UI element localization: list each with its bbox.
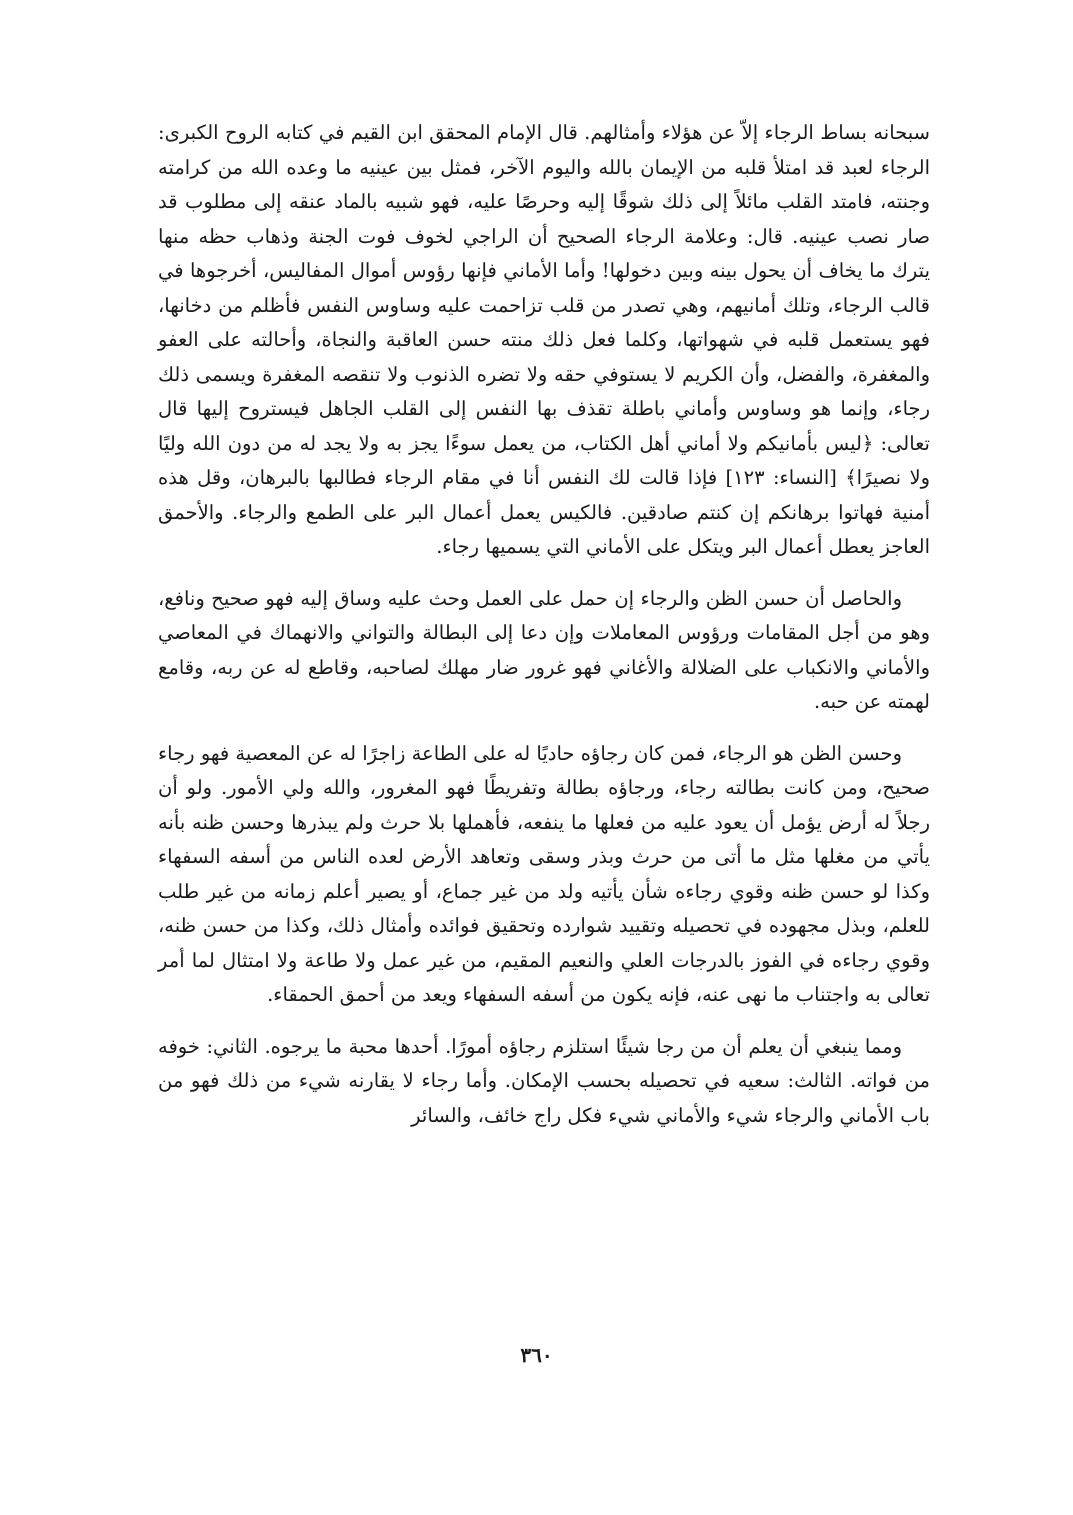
page-body	[158, 116, 930, 1133]
paragraph-4: ومما ينبغي أن يعلم أن من رجا شيئًا استلزم رجاؤه أمورًا. أحدها محبة ما يرجوه. الثاني: خوفه من فواته. الثالث: سعيه في تحصيله بحسب الإمكان. وأما رجاء لا يقارنه شيء من ذلك فهو من باب الأماني والرجاء شيء والأماني شيء فكل راج خائف، والسائر	[158, 1034, 930, 1127]
paragraph-1: سبحانه بساط الرجاء إلاّ عن هؤلاء وأمثالهم. قال الإمام المحقق ابن القيم في كتابه الروح الكبرى: الرجاء لعبد قد امتلأ قلبه من الإيمان بالله واليوم الآخر، فمثل بين عينيه ما وعده الله من كرامته وجنته، فامتد القلب مائلاً إلى ذلك شوقًا إليه وحرصًا عليه، فهو شبيه بالماد عنقه إلى مطلوب قد صار نصب عينيه. قال: وعلامة الرجاء الصحيح أن الراجي لخوف فوت الجنة وذهاب حظه منها يترك ما يخاف أن يحول بينه وبين دخولها! وأما الأماني فإنها رؤوس أموال المفاليس، أخرجوها في قالب الرجاء، وتلك أمانيهم، وهي تصدر من قلب تزاحمت عليه وساوس النفس فأظلم من دخانها، فهو يستعمل قلبه في شهواتها، وكلما فعل ذلك منته حسن العاقبة والنجاة، وأحالته على العفو والمغفرة، والفضل، وأن الكريم لا يستوفي حقه ولا تضره الذنوب ولا تنقصه المغفرة ويسمى ذلك رجاء، وإنما هو وساوس وأماني باطلة تقذف بها النفس إلى القلب الجاهل فيستروح إليها قال تعالى: ﴿ليس بأمانيكم ولا أماني أهل الكتاب، من يعمل سوءًا يجز به ولا يجد له من دون الله وليًا ولا نصيرًا﴾ [النساء: ١٢٣] فإذا قالت لك النفس أنا في مقام الرجاء فطالبها بالبرهان، وقل هذه أمنية فهاتوا برهانكم إن كنتم صادقين. فالكيس يعمل أعمال البر على الطمع والرجاء. والأحمق العاجز يعطل أعمال البر ويتكل على الأماني التي يسميها رجاء.	[158, 121, 930, 558]
paragraph-3: وحسن الظن هو الرجاء، فمن كان رجاؤه حاديًا له على الطاعة زاجرًا له عن المعصية فهو رجاء صحيح، ومن كانت بطالته رجاء، ورجاؤه بطالة وتفريطًا فهو المغرور، والله ولي الأمور. ولو أن رجلاً له أرض يؤمل أن يعود عليه من فعلها ما ينفعه، فأهملها بلا حرث ولم يبذرها وحسن ظنه بأنه يأتي من مغلها مثل ما أتى من حرث وبذر وسقى وتعاهد الأرض لعده الناس من أسفه السفهاء وكذا لو حسن ظنه وقوي رجاءه شأن يأتيه ولد من غير جماع، أو يصير أعلم زمانه من غير طلب للعلم، وبذل مجهوده في تحصيله وتقييد شوارده وتحقيق فوائده وأمثال ذلك، وكذا من حسن ظنه، وقوي رجاءه في الفوز بالدرجات العلي والنعيم المقيم، من غير عمل ولا طاعة ولا امتثال لما أمر تعالى به واجتناب ما نهى عنه، فإنه يكون من أسفه السفهاء ويعد من أحمق الحمقاء.	[158, 741, 930, 1006]
page-number: ٣٦٠	[520, 1343, 553, 1367]
paragraph-2: والحاصل أن حسن الظن والرجاء إن حمل على العمل وحث عليه وساق إليه فهو صحيح ونافع، وهو من أجل المقامات ورؤوس المعاملات وإن دعا إلى البطالة والتواني والانهماك في المعاصي والأماني والانكباب على الضلالة والأغاني فهو غرور ضار مهلك لصاحبه، وقاطع له عن ربه، وقامع لهمته عن حبه.	[158, 586, 930, 713]
